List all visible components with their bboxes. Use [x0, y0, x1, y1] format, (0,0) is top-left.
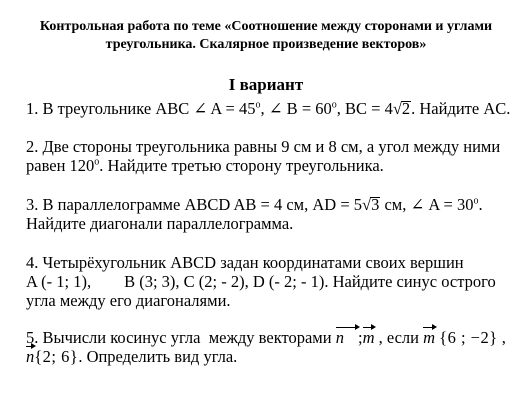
task-2-line-2 — [26, 156, 516, 175]
degree-mark: о — [94, 156, 100, 168]
task-3-part-b: см, ∠ A = 30 — [380, 195, 474, 214]
task-2-line-1: 2. Две стороны треугольника равны 9 см и 8 см, а угол между ними — [26, 137, 501, 156]
degree-mark: о — [473, 195, 479, 207]
vector-n-symbol: n — [336, 328, 358, 347]
task-1-part-c: , BC = 4√ — [336, 99, 402, 118]
degree-mark: о — [331, 99, 337, 111]
variant-heading: I вариант — [228, 75, 304, 94]
task-3-line-1 — [26, 195, 516, 214]
sqrt-radicand: 2 — [401, 99, 411, 118]
task-5-part-c: , — [497, 328, 506, 347]
task-4 — [26, 253, 516, 310]
task-1-text — [26, 99, 516, 118]
task-3 — [26, 195, 516, 233]
task-5-line-2 — [26, 347, 516, 366]
task-4-line-1: 4. Четырёхугольник ABCD задан координатами своих вершин — [26, 253, 464, 272]
task-4-line-3: угла между его диагоналями. — [26, 291, 231, 310]
sqrt-radicand: 3 — [371, 195, 380, 214]
task-3-part-a: 3. В параллелограмме ABCD AB = 4 см, AD = 5√ — [26, 195, 372, 214]
task-2-part-b: . Найдите третью сторону треугольника. — [99, 156, 384, 175]
title-line-1: Контрольная работа по теме «Соотношение между сторонами и углами — [39, 19, 493, 34]
task-1-part-b: , ∠ B = 60 — [260, 99, 332, 118]
vector-n-symbol: n — [26, 347, 35, 366]
task-2 — [26, 137, 516, 175]
vector-m-coords: {6 ; −2} — [439, 328, 498, 347]
task-4-line-2: A (- 1; 1), B (3; 3), C (2; - 2), D (- 2; - 1). Найдите синус острого — [26, 272, 496, 291]
task-3-line-2: Найдите диагонали параллелограмма. — [26, 214, 294, 233]
task-2-part-a: равен 120 — [26, 156, 95, 175]
task-5-part-d: . Определить вид угла. — [78, 347, 238, 366]
degree-mark: о — [255, 99, 261, 111]
task-1-part-d: . Найдите AC. — [411, 99, 511, 118]
task-5-part-b: , если — [374, 328, 424, 347]
separator: ; — [357, 328, 363, 347]
page-title — [20, 18, 512, 54]
task-3-part-c: . — [478, 195, 483, 214]
vector-n-coords: {2; 6} — [34, 347, 79, 366]
title-line-2: треугольника. Скалярное произведение векторов» — [105, 37, 427, 52]
task-1-part-a: 1. В треугольнике ABC ∠ A = 45 — [26, 99, 256, 118]
task-1 — [26, 99, 516, 118]
vector-m-symbol: m — [362, 328, 375, 347]
task-5-part-a: 5. Вычисли косинус угла между векторами — [26, 328, 336, 347]
task-5 — [26, 328, 516, 366]
vector-m-symbol: m — [423, 328, 436, 347]
task-5-line-1 — [26, 328, 516, 347]
